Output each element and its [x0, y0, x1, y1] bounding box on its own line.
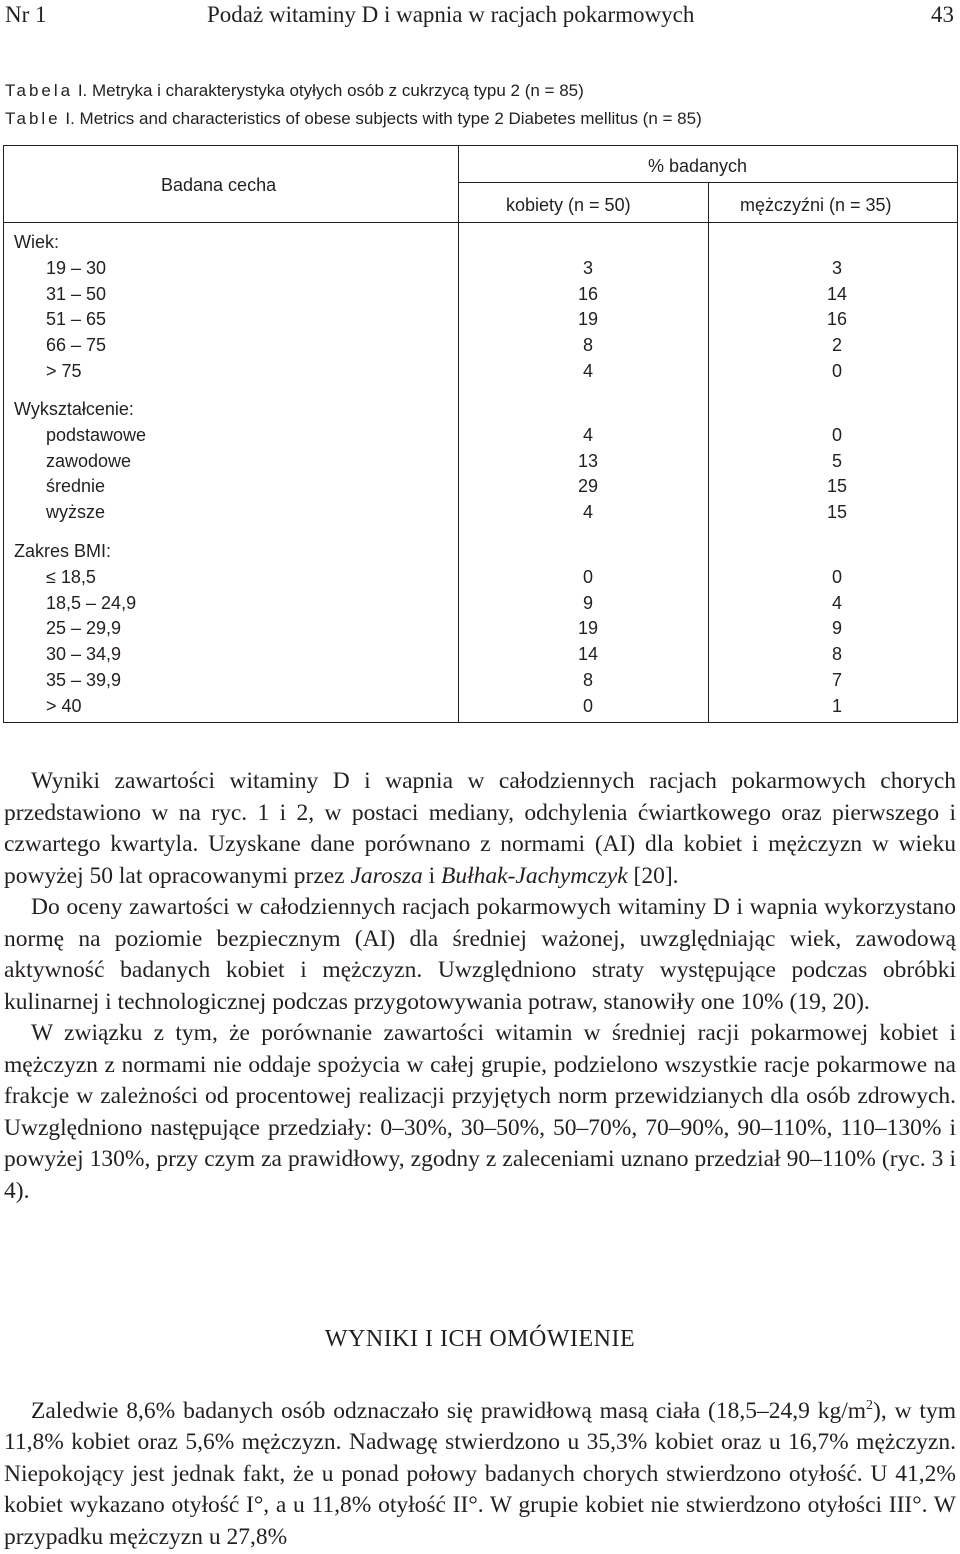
- paragraph-text: Wyniki zawartości witaminy D i wapnia w całodziennych racjach pokarmowych chorych przedstawiono w na ryc. 1 i 2, w postaci mediany, odchylenia ćwiartkowego oraz pierwszego i czwartego kwartyla. Uzyskane dane porównano z normami (AI) dla kobiet i mężczyzn w wieku powyżej 50 lat opracowanymi przez: [4, 768, 956, 889]
- cell-women: 13: [577, 450, 599, 471]
- caption-label: Table: [5, 109, 61, 128]
- row-label: średnie: [46, 476, 106, 497]
- data-table: [3, 145, 958, 723]
- row-label: 25 – 29,9: [46, 618, 122, 639]
- row-label: > 40: [46, 695, 82, 716]
- row-label: 19 – 30: [46, 257, 107, 278]
- column-header-group: % badanych: [648, 156, 748, 176]
- table-caption-pl: [5, 81, 584, 101]
- cell-women: 4: [582, 502, 593, 523]
- cell-men: 3: [831, 257, 842, 278]
- cell-women: 16: [577, 283, 599, 304]
- row-label: zawodowe: [46, 450, 132, 471]
- body-text: [4, 1390, 956, 1553]
- caption-label: Tabela: [5, 81, 74, 100]
- author-name: Bułhak-Jachymczyk: [441, 862, 628, 889]
- cell-women: 29: [577, 476, 599, 497]
- caption-text: I. Metrics and characteristics of obese subjects with type 2 Diabetes mellitus (n = 85): [60, 109, 702, 128]
- row-label: 31 – 50: [46, 283, 107, 304]
- column-divider: [458, 146, 459, 722]
- author-name: Jarosza: [350, 862, 423, 889]
- paragraph-text: [20].: [627, 862, 679, 889]
- group-label: Wiek:: [14, 232, 59, 252]
- paragraph: [4, 766, 956, 892]
- running-title: Podaż witaminy D i wapnia w racjach pokarmowych: [207, 2, 695, 27]
- group-label: Zakres BMI:: [14, 541, 112, 561]
- cell-men: 1: [831, 695, 842, 716]
- cell-women: 0: [582, 695, 593, 716]
- cell-men: 4: [831, 592, 842, 613]
- cell-men: 15: [826, 476, 848, 497]
- paragraph: Do oceny zawartości w całodziennych racjach pokarmowych witaminy D i wapnia wykorzystano normę na poziomie bezpiecznym (AI) dla średniej ważonej, uwzględniając wiek, zawodową aktywność badanych kobiet i mężczyzn. Uwzględniono straty występujące podczas obróbki kulinarnej i technologicznej podczas przygotowywania potraw, stanowiły one 10% (19, 20).: [4, 894, 956, 1015]
- body-text: [4, 766, 956, 1207]
- row-label: 35 – 39,9: [46, 670, 122, 690]
- cell-women: 4: [582, 361, 593, 381]
- row-label: 66 – 75: [46, 335, 107, 356]
- column-header-women: kobiety (n = 50): [506, 195, 631, 215]
- paragraph-text: ), w tym 11,8% kobiet oraz 5,6% mężczyzn. Nadwagę stwierdzono u 35,3% kobiet oraz u 16,7% mężczyzn. Niepokojący jest jednak fakt, że u ponad połowy badanych chorych stwierdzono otyłość. U 41,2% kobiet wykazano otyłość I°, a u 11,8% otyłość II°. W grupie kobiet nie stwierdzono otyłości III°. W przypadku mężczyzn u 27,8%: [4, 1397, 956, 1550]
- column-header-men: mężczyźni (n = 35): [740, 195, 892, 215]
- paragraph-text: i: [422, 862, 442, 889]
- row-label: 51 – 65: [46, 309, 107, 330]
- cell-women: 9: [582, 592, 593, 613]
- row-label: > 75: [46, 361, 82, 381]
- column-header-feature: Badana cecha: [161, 175, 277, 195]
- cell-women: 4: [582, 424, 593, 445]
- paragraph: W związku z tym, że porównanie zawartości witamin w średniej racji pokarmowej kobiet i mężczyzn z normami nie oddaje spożycia w całej grupie, podzielono wszystkie racje pokarmowe na frakcje w zależności od procentowej realizacji przyjętych norm przewidzianych dla osób zdrowych. Uwzględniono następujące przedziały: 0–30%, 30–50%, 50–70%, 70–90%, 90–110%, 110–130% i powyżej 130%, przy czym za prawidłowy, zgodny z zaleceniami uznano przedział 90–110% (ryc. 3 i 4).: [4, 1020, 956, 1204]
- row-label: podstawowe: [46, 424, 147, 445]
- row-label: 18,5 – 24,9: [46, 592, 137, 613]
- row-label: 30 – 34,9: [46, 644, 122, 665]
- cell-men: 8: [831, 644, 842, 665]
- cell-women: 0: [582, 566, 593, 587]
- page-number: 43: [931, 2, 954, 27]
- cell-men: 0: [831, 424, 842, 445]
- caption-text: I. Metryka i charakterystyka otyłych osób z cukrzycą typu 2 (n = 85): [73, 81, 584, 100]
- cell-women: 8: [582, 670, 593, 690]
- header-bottom-rule: [4, 222, 957, 223]
- row-label: ≤ 18,5: [46, 566, 96, 587]
- paragraph-text: Zaledwie 8,6% badanych osób odznaczało się prawidłową masą ciała (18,5–24,9 kg/m: [31, 1397, 867, 1424]
- table-caption-en: [5, 109, 702, 129]
- cell-men: 7: [831, 670, 842, 690]
- cell-men: 15: [826, 502, 848, 523]
- cell-women: 3: [582, 257, 593, 278]
- cell-men: 16: [826, 309, 848, 330]
- column-divider: [708, 183, 709, 222]
- cell-men: 0: [831, 361, 842, 381]
- cell-women: 14: [577, 644, 599, 665]
- cell-women: 19: [577, 309, 599, 330]
- section-heading: WYNIKI I ICH OMÓWIENIE: [324, 1326, 636, 1352]
- issue-number: Nr 1: [5, 2, 47, 27]
- cell-men: 2: [831, 335, 842, 356]
- group-label: Wykształcenie:: [14, 399, 134, 419]
- cell-men: 5: [831, 450, 842, 471]
- cell-men: 14: [826, 283, 848, 304]
- cell-women: 19: [577, 618, 599, 639]
- cell-men: 9: [831, 618, 842, 639]
- paragraph: [4, 1390, 956, 1553]
- column-divider: [708, 222, 709, 722]
- superscript: 2: [866, 1398, 874, 1413]
- cell-men: 0: [831, 566, 842, 587]
- running-header: [0, 0, 960, 34]
- row-label: wyższe: [46, 502, 106, 523]
- cell-women: 8: [582, 335, 593, 356]
